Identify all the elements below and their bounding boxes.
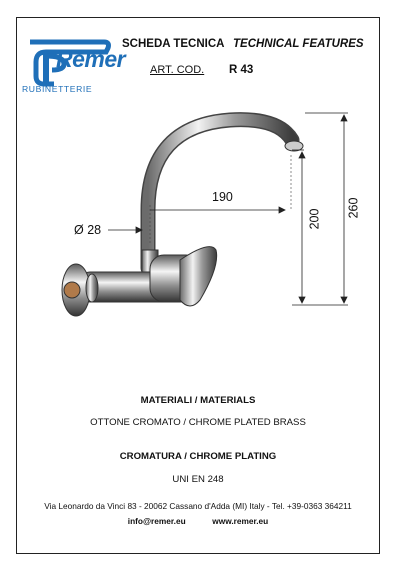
title-en: TECHNICAL FEATURES — [233, 38, 364, 50]
materials-value: OTTONE CROMATO / CHROME PLATED BRASS — [90, 417, 306, 428]
dim-height-spout: 200 — [307, 208, 322, 230]
dim-width: 190 — [212, 190, 233, 204]
brand-name: Remer — [56, 46, 126, 72]
dim-height-total: 260 — [346, 197, 361, 219]
address: Via Leonardo da Vinci 83 - 20062 Cassano d'Adda (MI) Italy - Tel. +39-0363 364211 — [44, 501, 352, 511]
art-code: R 43 — [229, 64, 254, 76]
materials-title: MATERIALI / MATERIALS — [140, 395, 256, 406]
plating-value: UNI EN 248 — [172, 474, 224, 485]
website-link[interactable]: www.remer.eu — [212, 516, 269, 526]
dim-diameter: Ø 28 — [74, 223, 102, 237]
brand-subtitle: RUBINETTERIE — [22, 84, 93, 94]
email-link[interactable]: info@remer.eu — [127, 516, 186, 526]
plating-title: CROMATURA / CHROME PLATING — [119, 451, 277, 462]
title-it: SCHEDA TECNICA — [122, 38, 225, 50]
art-label: ART. COD. — [150, 64, 205, 76]
